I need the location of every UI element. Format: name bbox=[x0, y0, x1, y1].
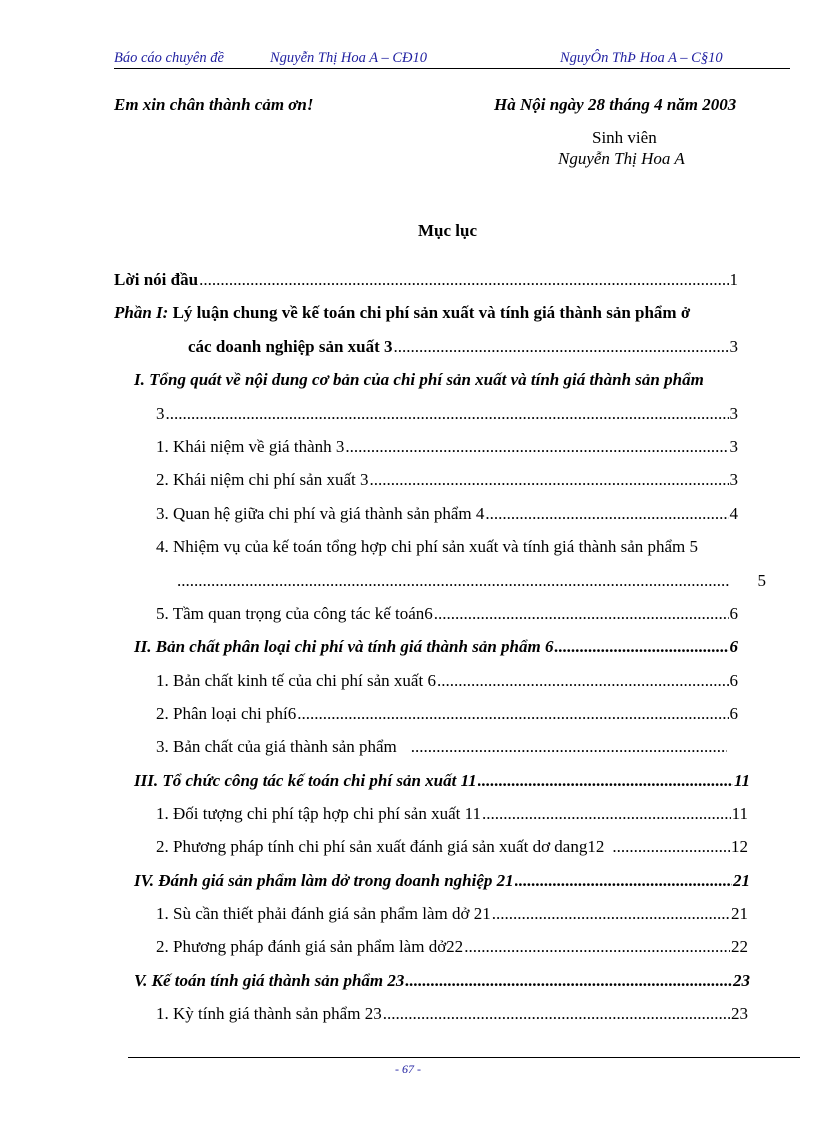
leader-dots bbox=[383, 1004, 730, 1024]
toc-entry-intro[interactable] bbox=[114, 270, 738, 290]
toc-entry-4-1[interactable] bbox=[156, 904, 748, 924]
toc-page-number: 6 bbox=[729, 604, 738, 623]
toc-entry-1-4-continued[interactable] bbox=[176, 571, 766, 591]
toc-section-3[interactable] bbox=[134, 771, 750, 791]
toc-entry-label: 1. Kỳ tính giá thành sản phẩm 23 bbox=[156, 1004, 382, 1023]
toc-entry-label: 1. Bản chất kinh tế của chi phí sản xuất 6 bbox=[156, 671, 436, 690]
toc-entry-3-1[interactable] bbox=[156, 804, 748, 824]
part-title: Lý luận chung về kế toán chi phí sản xuất và tính giá thành sản phẩm ở bbox=[172, 303, 691, 322]
toc-entry-label: III. Tổ chức công tác kế toán chi phí sản xuất 11 bbox=[134, 771, 477, 790]
toc-section-4[interactable] bbox=[134, 871, 750, 891]
thanks-text: Em xin chân thành cảm ơn! bbox=[114, 95, 314, 114]
toc-page-number: 21 bbox=[733, 871, 750, 890]
toc-page-number: 6 bbox=[729, 671, 738, 690]
toc-page-number: 3 bbox=[729, 437, 738, 456]
leader-dots bbox=[199, 270, 728, 290]
toc-page-number: 5 bbox=[757, 571, 766, 590]
toc-entry-label: các doanh nghiệp sản xuất 3 bbox=[188, 337, 393, 356]
toc-entry-label: 1. Khái niệm về giá thành 3 bbox=[156, 437, 345, 456]
toc-entry-2-2[interactable] bbox=[156, 704, 738, 724]
date-place: Hà Nội ngày 28 tháng 4 năm 2003 bbox=[494, 95, 737, 114]
toc-entry-label: 2. Phương pháp đánh giá sản phẩm làm dở22 bbox=[156, 937, 464, 956]
toc-page-number: 23 bbox=[731, 1004, 748, 1023]
toc-page-number: 12 bbox=[731, 837, 748, 856]
leader-dots bbox=[394, 337, 729, 357]
toc-page-number: 6 bbox=[729, 637, 738, 656]
leader-dots bbox=[478, 771, 733, 791]
toc-entry-2-3[interactable] bbox=[156, 737, 728, 757]
leader-dots bbox=[492, 904, 730, 924]
toc-page-number: 3 bbox=[729, 404, 738, 423]
toc-entry-label: IV. Đánh giá sản phẩm làm dở trong doanh nghiệp 21 bbox=[134, 871, 514, 890]
leader-dots bbox=[405, 971, 732, 991]
leader-dots bbox=[166, 404, 729, 424]
signer-role: Sinh viên bbox=[592, 128, 657, 147]
toc-page-number: 11 bbox=[733, 771, 750, 790]
toc-entry-1-3[interactable] bbox=[156, 504, 738, 524]
toc-page-number: 11 bbox=[731, 804, 748, 823]
toc-page-number: 6 bbox=[729, 704, 738, 723]
toc-entry-3-2[interactable] bbox=[156, 837, 748, 857]
toc-entry-label: 2. Phân loại chi phí6 bbox=[156, 704, 297, 723]
leader-dots bbox=[437, 671, 729, 691]
toc-page-number: 1 bbox=[729, 270, 738, 289]
toc-entry-label: 1. Sù cần thiết phải đánh giá sản phẩm làm dở 21 bbox=[156, 904, 491, 923]
toc-entry-5-1[interactable] bbox=[156, 1004, 748, 1024]
toc-entry-label: 2. Khái niệm chi phí sản xuất 3 bbox=[156, 470, 369, 489]
footer-divider bbox=[128, 1057, 800, 1058]
leader-dots bbox=[345, 437, 728, 457]
part-label: Phần I: bbox=[114, 303, 169, 322]
header-author-encoded: NguyÔn ThÞ Hoa A – C§10 bbox=[560, 50, 723, 66]
signer-name: Nguyễn Thị Hoa A bbox=[558, 149, 685, 168]
toc-entry-label: 2. Phương pháp tính chi phí sản xuất đánh giá sản xuất dơ dang12 bbox=[156, 837, 605, 856]
toc-section-1-continued[interactable] bbox=[156, 404, 738, 424]
header-divider bbox=[114, 68, 790, 69]
toc-entry-label: 3 bbox=[156, 404, 165, 423]
leader-dots bbox=[297, 704, 728, 724]
toc-page-number: 23 bbox=[733, 971, 750, 990]
leader-dots bbox=[434, 604, 729, 624]
toc-entry-label: 1. Đối tượng chi phí tập hợp chi phí sản xuất 11 bbox=[156, 804, 481, 823]
toc-page-number: 4 bbox=[729, 504, 738, 523]
toc-entry-label: V. Kế toán tính giá thành sản phẩm 23 bbox=[134, 971, 405, 990]
toc-entry-1-5[interactable] bbox=[156, 604, 738, 624]
leader-dots bbox=[612, 837, 730, 857]
toc-entry-label: II. Bản chất phân loại chi phí và tính giá thành sản phẩm 6 bbox=[134, 637, 554, 656]
toc-section-2[interactable] bbox=[134, 637, 738, 657]
header-author: Nguyễn Thị Hoa A – CĐ10 bbox=[270, 50, 427, 66]
toc-entry-1-4[interactable]: 4. Nhiệm vụ của kế toán tổng hợp chi phí sản xuất và tính giá thành sản phẩm 5 bbox=[156, 537, 699, 556]
toc-entry-1-2[interactable] bbox=[156, 470, 738, 490]
leader-dots bbox=[482, 804, 731, 824]
toc-section-1-heading[interactable]: I. Tổng quát về nội dung cơ bản của chi phí sản xuất và tính giá thành sản phẩm bbox=[134, 370, 704, 389]
toc-page-number: 3 bbox=[729, 470, 738, 489]
toc-entry-label: 3. Quan hệ giữa chi phí và giá thành sản phẩm 4 bbox=[156, 504, 485, 523]
leader-dots bbox=[464, 937, 730, 957]
toc-page-number: 3 bbox=[729, 337, 738, 356]
toc-section-5[interactable] bbox=[134, 971, 750, 991]
leader-dots bbox=[411, 737, 727, 757]
toc-entry-label: Lời nói đầu bbox=[114, 270, 199, 289]
toc-entry-1-1[interactable] bbox=[156, 437, 738, 457]
toc-entry-4-2[interactable] bbox=[156, 937, 748, 957]
leader-dots bbox=[554, 637, 728, 657]
toc-page-number: 21 bbox=[731, 904, 748, 923]
leader-dots bbox=[177, 571, 730, 591]
header-report-title: Báo cáo chuyên đề bbox=[114, 50, 224, 66]
toc-part1-continued[interactable] bbox=[188, 337, 738, 357]
page-number: - 67 - bbox=[395, 1062, 421, 1076]
toc-entry-label: 5. Tầm quan trọng của công tác kế toán6 bbox=[156, 604, 433, 623]
leader-dots bbox=[485, 504, 728, 524]
leader-dots bbox=[515, 871, 732, 891]
leader-dots bbox=[369, 470, 728, 490]
toc-entry-label: 3. Bản chất của giá thành sản phẩm bbox=[156, 737, 397, 756]
toc-page-number: 22 bbox=[731, 937, 748, 956]
toc-title: Mục lục bbox=[418, 221, 478, 240]
toc-entry-2-1[interactable] bbox=[156, 671, 738, 691]
toc-part1-heading[interactable] bbox=[114, 303, 690, 323]
